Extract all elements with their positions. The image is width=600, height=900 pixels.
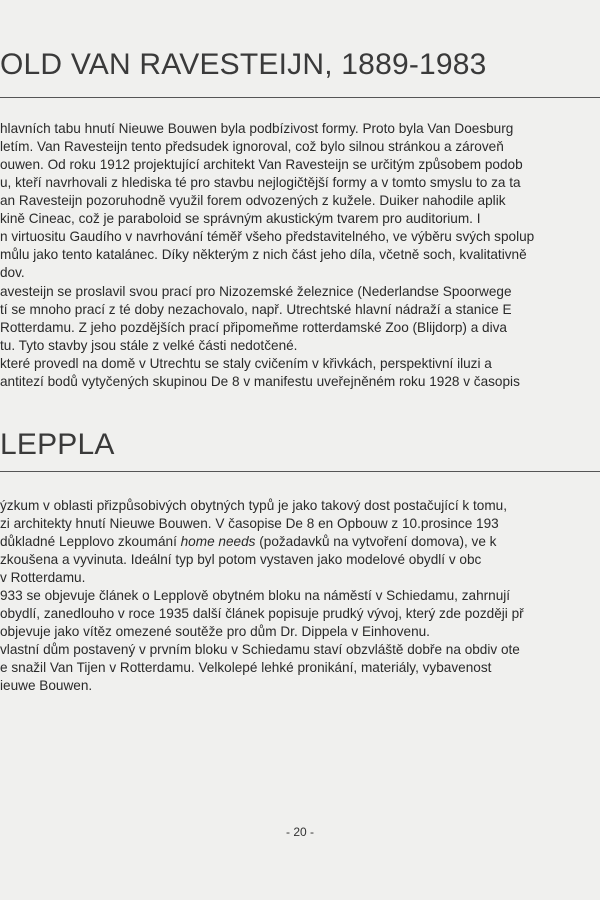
text-line: u, kteří navrhovali z hlediska té pro stavbu nejlogičtější formy a v tomto smyslu to za ta [0, 175, 521, 190]
text-line: ýzkum v oblasti přizpůsobivých obytných typů je jako takový dost postačující k tomu, [0, 498, 507, 513]
text-line: zi architekty hnutí Nieuwe Bouwen. V časopise De 8 en Opbouw z 10.prosince 193 [0, 516, 499, 531]
text-line: vlastní dům postavený v prvním bloku v Schiedamu staví obzvláště dobře na obdiv ote [0, 642, 520, 657]
section-title-ravesteijn: OLD VAN RAVESTEIJN, 1889-1983 [0, 48, 487, 81]
italic-term: home needs [180, 534, 256, 549]
text-line: které provedl na domě v Utrechtu se staly cvičením v křivkách, perspektivní iluzi a [0, 356, 492, 371]
text-line: tu. Tyto stavby jsou stále z velké části nedotčené. [0, 338, 298, 353]
text-line: dov. [0, 265, 25, 280]
text-line: zkoušena a vyvinuta. Ideální typ byl potom vystaven jako modelové obydlí v obc [0, 552, 482, 567]
text-line: 933 se objevuje článek o Lepplově obytném bloku na náměstí v Schiedamu, zahrnují [0, 588, 511, 603]
text-line: letím. Van Ravesteijn tento předsudek ignoroval, což bylo silnou stránkou a zároveň [0, 139, 504, 154]
page-number: - 20 - [285, 825, 314, 839]
section-divider [0, 97, 600, 98]
text-line: hlavních tabu hnutí Nieuwe Bouwen byla podbízivost formy. Proto byla Van Doesburg [0, 121, 514, 136]
text-line: an Ravesteijn pozoruhodně využil forem odvozených z kužele. Duiker nahodile aplik [0, 193, 506, 208]
section-divider [0, 471, 600, 472]
text-line: e snažil Van Tijen v Rotterdamu. Velkolepé lehké pronikání, materiály, vybavenost [0, 660, 492, 675]
text-line: Rotterdamu. Z jeho pozdějších prací připomeňme rotterdamské Zoo (Blijdorp) a diva [0, 320, 507, 335]
text-line: antitezí bodů vytyčených skupinou De 8 v manifestu uveřejněném roku 1928 v časopis [0, 374, 520, 389]
section-title-leppla: LEPPLA [0, 428, 115, 461]
text-line: n virtuositu Gaudího v navrhování téměř všeho představitelného, ve výběru svých spolup [0, 229, 535, 244]
text-line: ieuwe Bouwen. [0, 678, 93, 693]
text-line: můlu jako tento katalánec. Díky některým z nich část jeho díla, včetně soch, kvalitativně [0, 247, 527, 262]
text-line: kině Cineac, což je paraboloid se správným akustickým tvarem pro auditorium. I [0, 211, 481, 226]
text-line: objevuje jako vítěz omezené soutěže pro dům Dr. Dippela v Einhovenu. [0, 624, 430, 639]
text-line: tí se mnoho prací z té doby nezachovalo, např. Utrechtské hlavní nádraží a stanice E [0, 302, 512, 317]
text-line: avesteijn se proslavil svou prací pro Nizozemské železnice (Nederlandse Spoorwege [0, 284, 512, 299]
text-line: důkladné Lepplovo zkoumání home needs (požadavků na vytvoření domova), ve k [0, 534, 497, 549]
text-line: obydlí, zanedlouho v roce 1935 další článek popisuje prudký vývoj, který zde později př [0, 606, 524, 621]
text-line: v Rotterdamu. [0, 570, 86, 585]
text-line: ouwen. Od roku 1912 projektující architekt Van Ravesteijn se určitým způsobem podob [0, 157, 523, 172]
